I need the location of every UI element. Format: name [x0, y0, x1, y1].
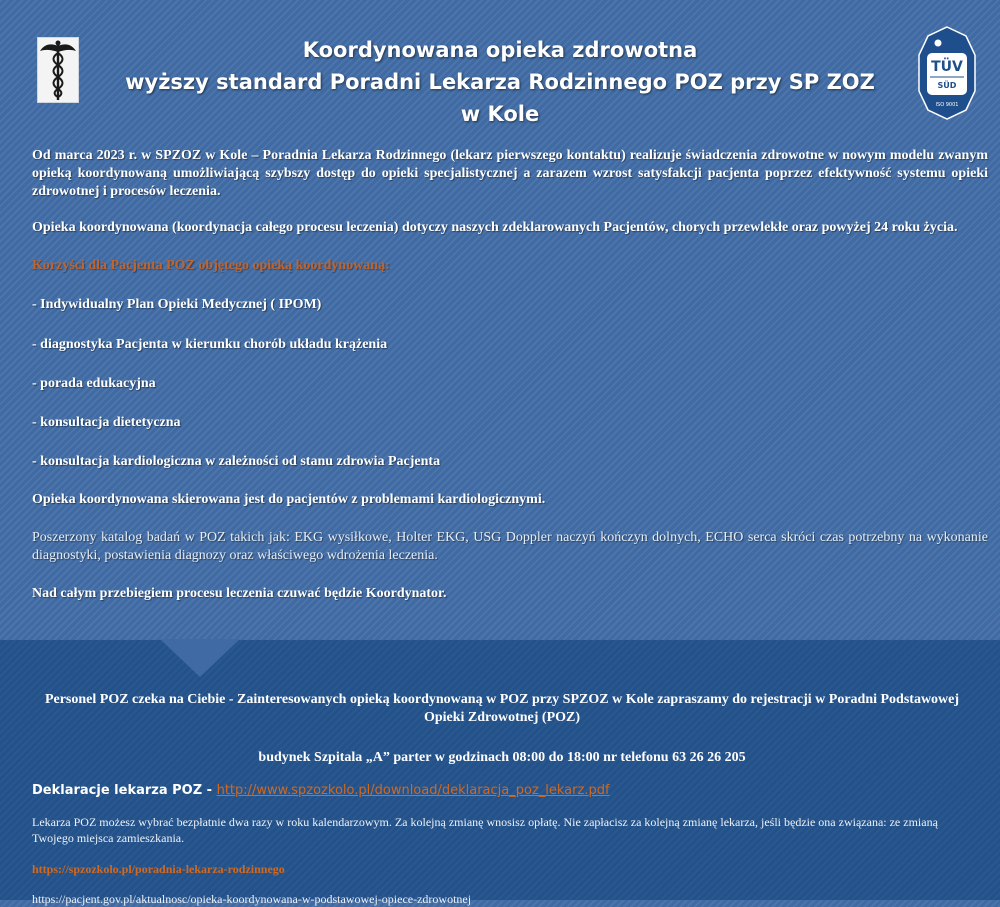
declaration-line: [32, 783, 972, 798]
page-title: [120, 34, 880, 130]
main-content: [32, 147, 988, 603]
title-line-2: wyższy standard Poradni Lekarza Rodzinnego POZ przy SP ZOZ w Kole: [125, 70, 875, 126]
catalog-text: Poszerzony katalog badań w POZ takich jak: EKG wysiłkowe, Holter EKG, USG Doppler naczyń kończyn dolnych, ECHO serca skróci czas potrzebny na wykonanie diagnostyki, postawienia diagnozy oraz właściwego wdrożenia leczenia.: [32, 530, 988, 563]
benefits-list: [32, 296, 988, 471]
list-item: - Indywidualny Plan Opieki Medycznej ( IPOM): [32, 297, 322, 312]
footer-invite-text: Personel POZ czeka na Ciebie - Zainteresowanych opieką koordynowaną w POZ przy SPZOZ w Kole zapraszamy do rejestracji w Poradni Podstawowej Opieki Zdrowotnej (POZ): [44, 692, 960, 725]
list-item: - konsultacja dietetyczna: [32, 415, 181, 430]
declaration-link[interactable]: http://www.spzozkolo.pl/download/deklaracja_poz_lekarz.pdf: [216, 783, 610, 798]
footer-notch: [160, 639, 240, 679]
list-item: - konsultacja kardiologiczna w zależności od stanu zdrowia Pacjenta: [32, 454, 441, 469]
benefits-heading: Korzyści dla Pacjenta POZ objętego opieką koordynowaną:: [32, 258, 390, 273]
footer-location-text: budynek Szpitala „A” parter w godzinach 08:00 do 18:00 nr telefonu 63 26 26 205: [258, 750, 746, 765]
page-header: [0, 0, 1000, 135]
caduceus-icon: [38, 38, 78, 102]
footer: [32, 691, 972, 907]
caduceus-logo: [37, 37, 79, 103]
coordinator-text: Nad całym przebiegiem procesu leczenia czuwać będzie Koordynator.: [32, 586, 447, 601]
badge-brand-text: TÜV: [931, 59, 963, 75]
gov-link-line: [32, 891, 972, 907]
intro-paragraph-2: Opieka koordynowana (koordynacja całego procesu leczenia) dotyczy naszych zdeklarowanych Pacjentów, chorych przewlekłe oraz powyżej 24 roku życia.: [32, 220, 958, 235]
title-line-1: Koordynowana opieka zdrowotna: [302, 38, 698, 62]
target-group-text: Opieka koordynowana skierowana jest do pacjentów z problemami kardiologicznymi.: [32, 492, 546, 507]
clinic-link[interactable]: https://spzozkolo.pl/poradnia-lekarza-rodzinnego: [32, 862, 285, 876]
intro-paragraph-1: Od marca 2023 r. w SPZOZ w Kole – Poradnia Lekarza Rodzinnego (lekarz pierwszego kontaktu) realizuje świadczenia zdrowotne w nowym modelu zwanym opieką koordynowaną umożliwiającą szybszy dostęp do opieki specjalistycznej a zarazem wzrost satysfakcji pacjenta poprzez efektywność systemu opieki zdrowotnej i procesów leczenia.: [32, 148, 988, 199]
list-item: - diagnostyka Pacjenta w kierunku chorób układu krążenia: [32, 337, 388, 352]
declaration-label: Deklaracje lekarza POZ -: [32, 783, 217, 798]
badge-cert-text: ISO 9001: [935, 102, 959, 108]
tuv-certification-badge-icon: [918, 26, 976, 120]
tuv-badge: [918, 26, 976, 120]
gov-link[interactable]: https://pacjent.gov.pl/aktualnosc/opieka-koordynowana-w-podstawowej-opiece-zdrowotnej: [32, 892, 472, 906]
doctor-change-info: Lekarza POZ możesz wybrać bezpłatnie dwa razy w roku kalendarzowym. Za kolejną zmianę wnosisz opłatę. Nie zapłacisz za kolejną zmianę lekarza, jeśli będzie ona związana: ze zmianą Twojego miejsca zamieszkania.: [32, 815, 938, 845]
badge-sub-text: SÜD: [937, 81, 957, 90]
clinic-link-line: [32, 860, 972, 878]
list-item: - porada edukacyjna: [32, 376, 156, 391]
